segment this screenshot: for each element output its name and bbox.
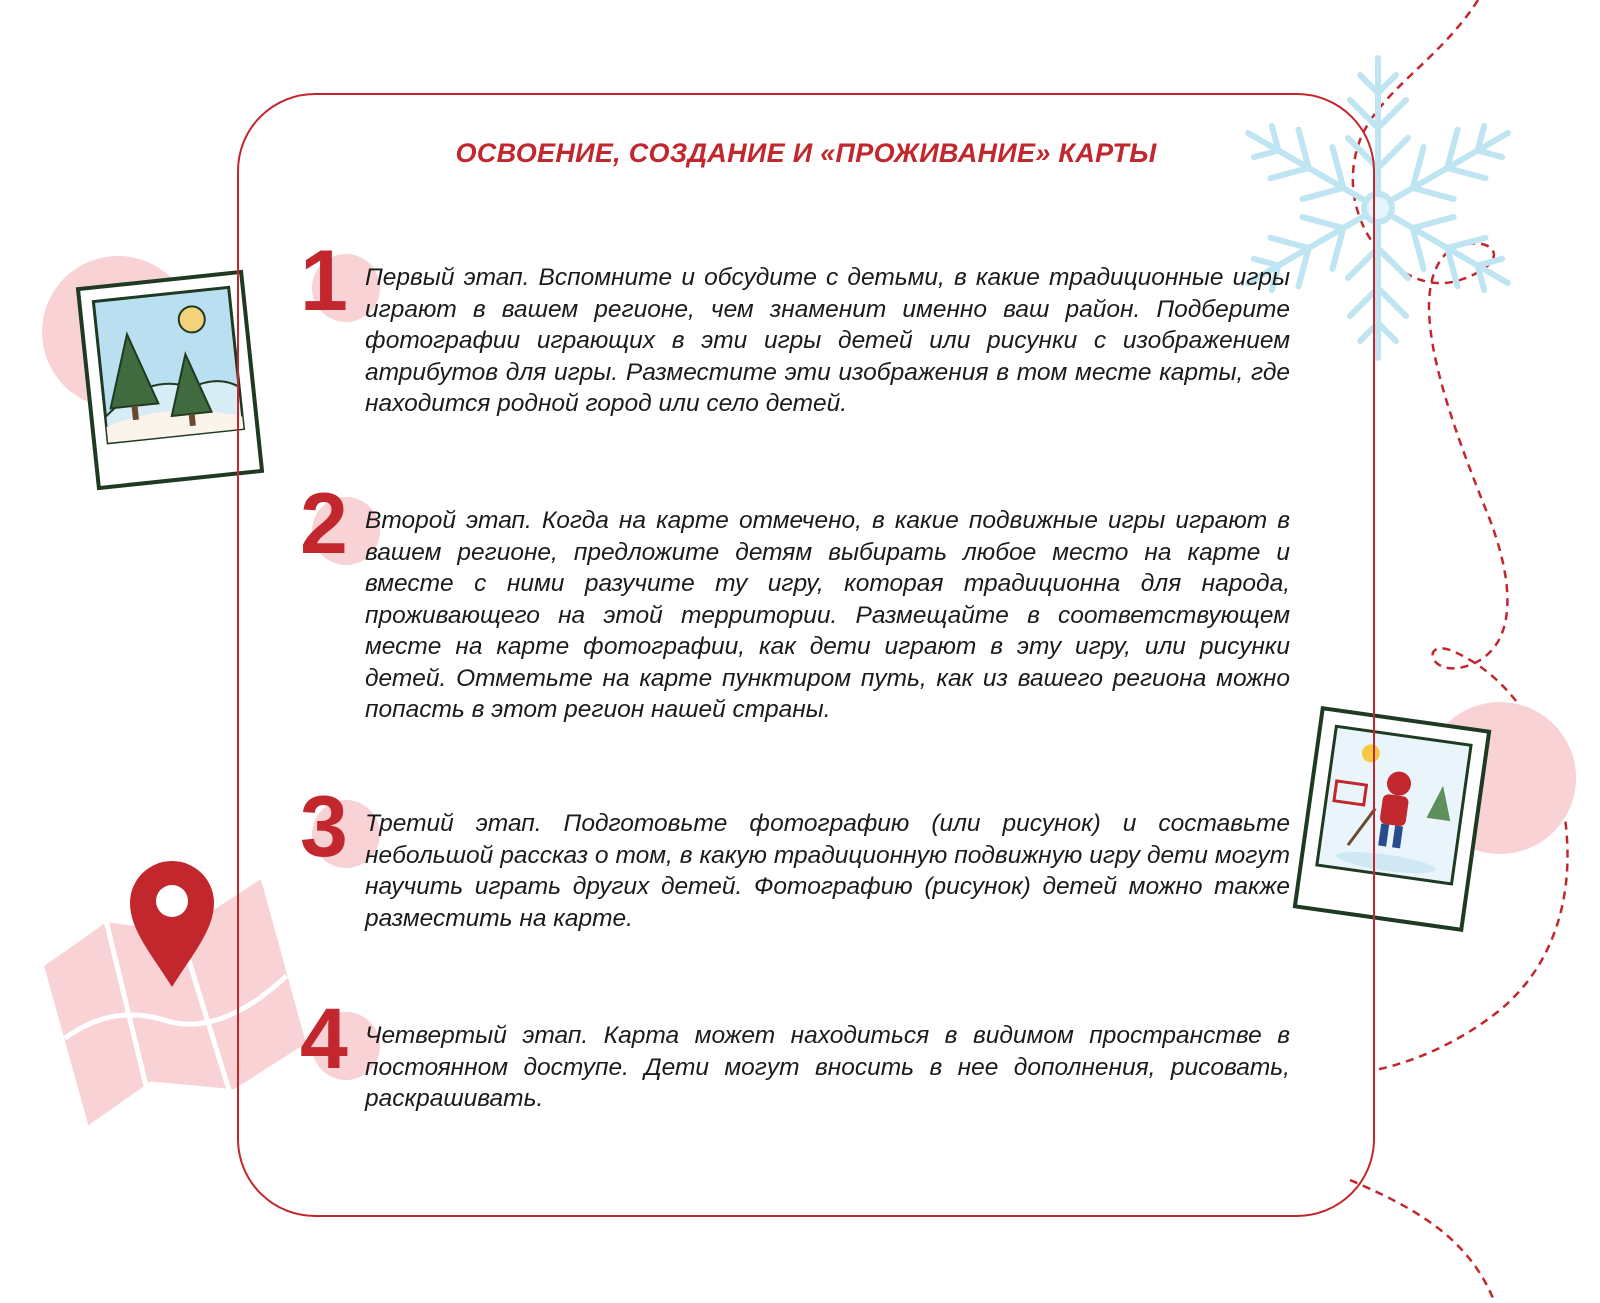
step-text: Третий этап. Подготовьте фотографию (или рисунок) и составьте небольшой рассказ о том, в какую традиционную подвижную игру дети могут научить играть других детей. Фотографию (рисунок) детей можно также разместить на карте. xyxy=(365,810,1290,932)
step-number: 3 xyxy=(300,779,348,875)
winter-landscape-photo-icon xyxy=(78,272,262,488)
step-text: Второй этап. Когда на карте отмечено, в какие подвижные игры играют в вашем регионе, предложите детям выбирать любое место на карте и вместе с ними разучите ту игру, которая традиционна для народа, проживающего на этой территории. Размещайте в соответствующем месте на карте фотографии, как дети играют в эту игру, или рисунки детей. Отметьте на карте пунктиром путь, как из вашего региона можно попасть в этот регион нашей страны. xyxy=(365,507,1290,723)
page-title: ОСВОЕНИЕ, СОЗДАНИЕ И «ПРОЖИВАНИЕ» КАРТЫ xyxy=(455,138,1157,168)
dashed-path-bottom xyxy=(1350,1180,1495,1303)
step-number: 2 xyxy=(300,476,348,572)
step-number: 1 xyxy=(300,233,348,329)
step-text: Четвертый этап. Карта может находиться в видимом пространстве в постоянном доступе. Дети могут вносить в нее дополнения, рисовать, раскрашивать. xyxy=(365,1022,1290,1112)
step-text: Первый этап. Вспомните и обсудите с детьми, в какие традиционные игры играют в вашем регионе, чем знаменит именно ваш район. Подберите фотографии играющих в эти игры детей или рисунки с изображением атрибутов для игры. Разместите эти изображения в том месте карты, где находится родной город или село детей. xyxy=(365,264,1290,417)
step-number: 4 xyxy=(300,991,348,1087)
